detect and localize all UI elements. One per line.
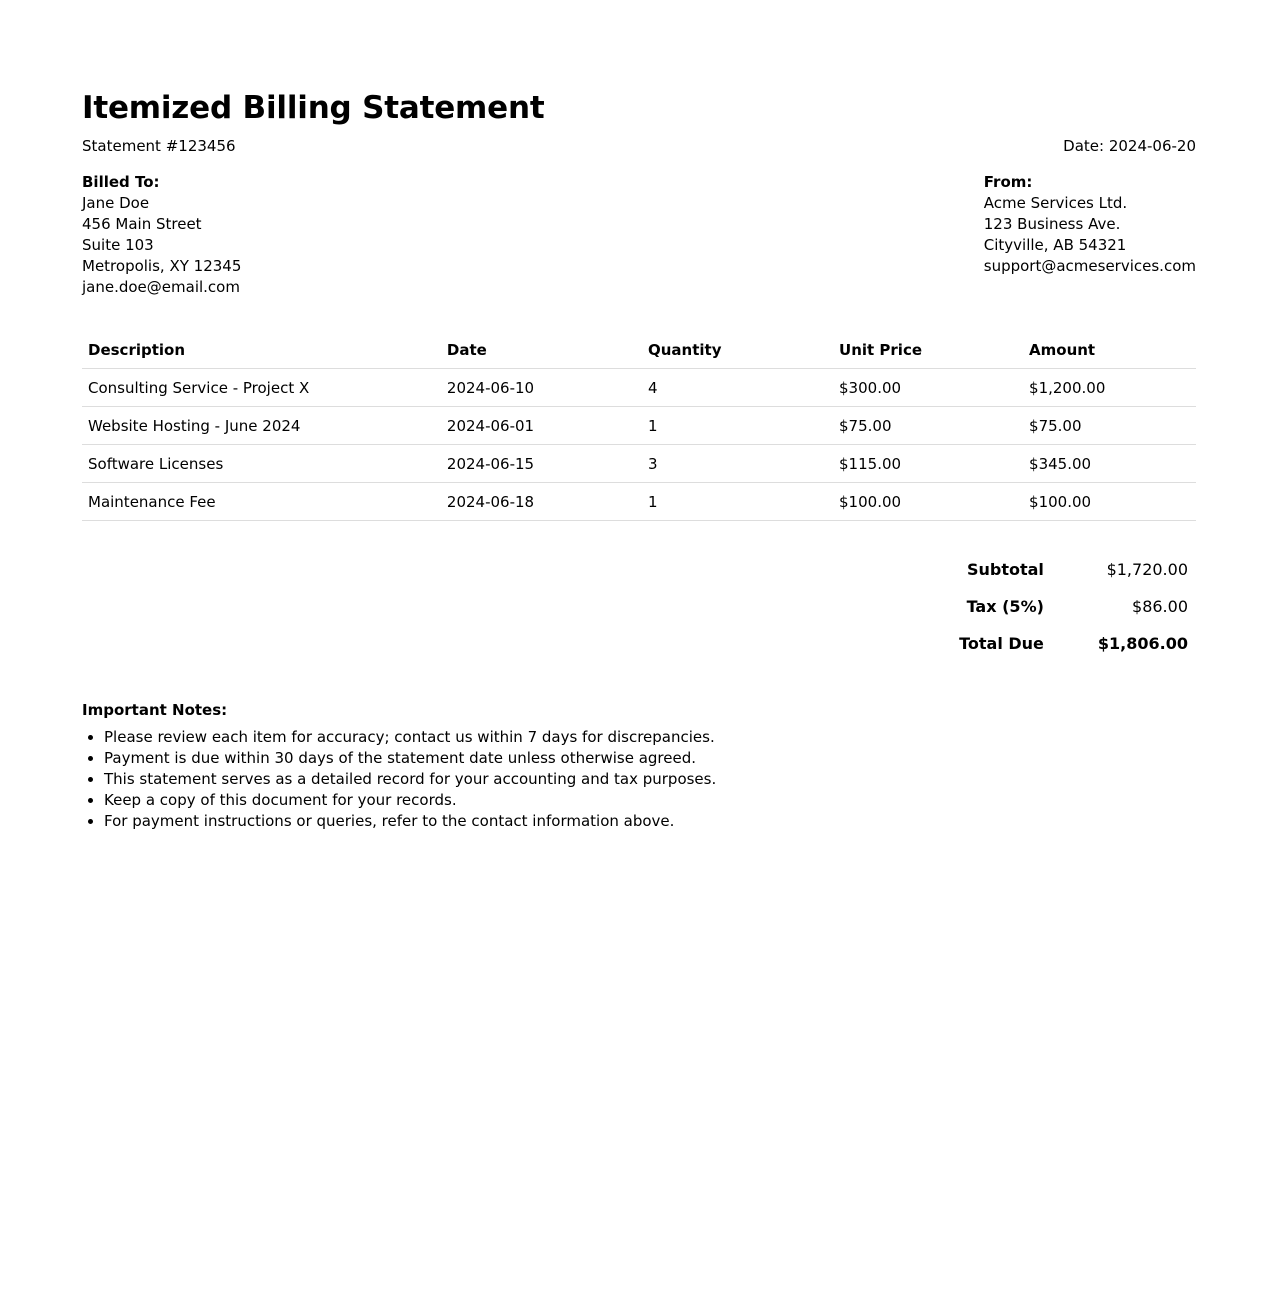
cell-date: 2024-06-18 [441, 483, 642, 521]
cell-quantity: 1 [642, 407, 833, 445]
notes-title: Important Notes: [82, 701, 228, 719]
billed-to-address-line2: Suite 103 [82, 236, 154, 254]
column-header-date: Date [441, 332, 642, 369]
billing-statement [82, 0, 1196, 832]
list-item: • Payment is due within 30 days of the statement date unless otherwise agreed. [104, 748, 1196, 769]
from-label: From: [983, 173, 1033, 191]
cell-unit-price: $75.00 [833, 407, 1023, 445]
cell-description: Website Hosting - June 2024 [82, 407, 441, 445]
table-header-row [82, 332, 1196, 369]
cell-quantity: 4 [642, 369, 833, 407]
list-item: • Please review each item for accuracy; contact us within 7 days for discrepancies. [104, 727, 1196, 748]
notes-section [82, 700, 1196, 832]
statement-number: Statement #123456 [82, 137, 236, 155]
from-email: support@acmeservices.com [983, 257, 1196, 275]
list-item: • This statement serves as a detailed record for your accounting and tax purposes. [104, 769, 1196, 790]
billed-to-address-line1: 456 Main Street [82, 215, 202, 233]
billed-to-name: Jane Doe [82, 194, 150, 212]
cell-unit-price: $300.00 [833, 369, 1023, 407]
statement-meta [82, 136, 1196, 156]
page-title: Itemized Billing Statement [82, 90, 545, 126]
column-header-unit-price: Unit Price [833, 332, 1023, 369]
cell-description: Consulting Service - Project X [82, 369, 441, 407]
cell-description: Maintenance Fee [82, 483, 441, 521]
totals-section [82, 551, 1196, 662]
table-row [82, 369, 1196, 407]
cell-date: 2024-06-10 [441, 369, 642, 407]
billed-to-label: Billed To: [82, 173, 160, 191]
cell-amount: $1,200.00 [1023, 369, 1196, 407]
cell-description: Software Licenses [82, 445, 441, 483]
subtotal-row [951, 551, 1196, 588]
parties-section [82, 172, 1196, 298]
tax-value: $86.00 [1132, 597, 1188, 616]
statement-date: Date: 2024-06-20 [1063, 137, 1196, 155]
column-header-quantity: Quantity [642, 332, 833, 369]
from-address-line1: 123 Business Ave. [983, 215, 1121, 233]
from-city-state-zip: Cityville, AB 54321 [983, 236, 1127, 254]
cell-amount: $345.00 [1023, 445, 1196, 483]
tax-label: Tax (5%) [966, 597, 1044, 616]
from-block [984, 172, 1196, 298]
list-item: • Keep a copy of this document for your records. [104, 790, 1196, 811]
cell-unit-price: $100.00 [833, 483, 1023, 521]
cell-amount: $100.00 [1023, 483, 1196, 521]
total-due-row [951, 625, 1196, 662]
table-row [82, 483, 1196, 521]
items-table [82, 332, 1196, 521]
subtotal-label: Subtotal [966, 560, 1044, 579]
cell-date: 2024-06-15 [441, 445, 642, 483]
billed-to-email: jane.doe@email.com [82, 278, 240, 296]
table-row [82, 407, 1196, 445]
subtotal-value: $1,720.00 [1106, 560, 1188, 579]
billed-to-block [82, 172, 241, 298]
table-row [82, 445, 1196, 483]
notes-list [82, 727, 1196, 832]
cell-quantity: 3 [642, 445, 833, 483]
list-item: • For payment instructions or queries, refer to the contact information above. [104, 811, 1196, 832]
cell-amount: $75.00 [1023, 407, 1196, 445]
column-header-description: Description [82, 332, 441, 369]
from-company: Acme Services Ltd. [983, 194, 1128, 212]
total-due-label: Total Due [959, 634, 1044, 653]
column-header-amount: Amount [1023, 332, 1196, 369]
billed-to-city-state-zip: Metropolis, XY 12345 [82, 257, 242, 275]
cell-date: 2024-06-01 [441, 407, 642, 445]
cell-quantity: 1 [642, 483, 833, 521]
tax-row [951, 588, 1196, 625]
cell-unit-price: $115.00 [833, 445, 1023, 483]
totals-table [951, 551, 1196, 662]
total-due-value: $1,806.00 [1097, 634, 1188, 653]
